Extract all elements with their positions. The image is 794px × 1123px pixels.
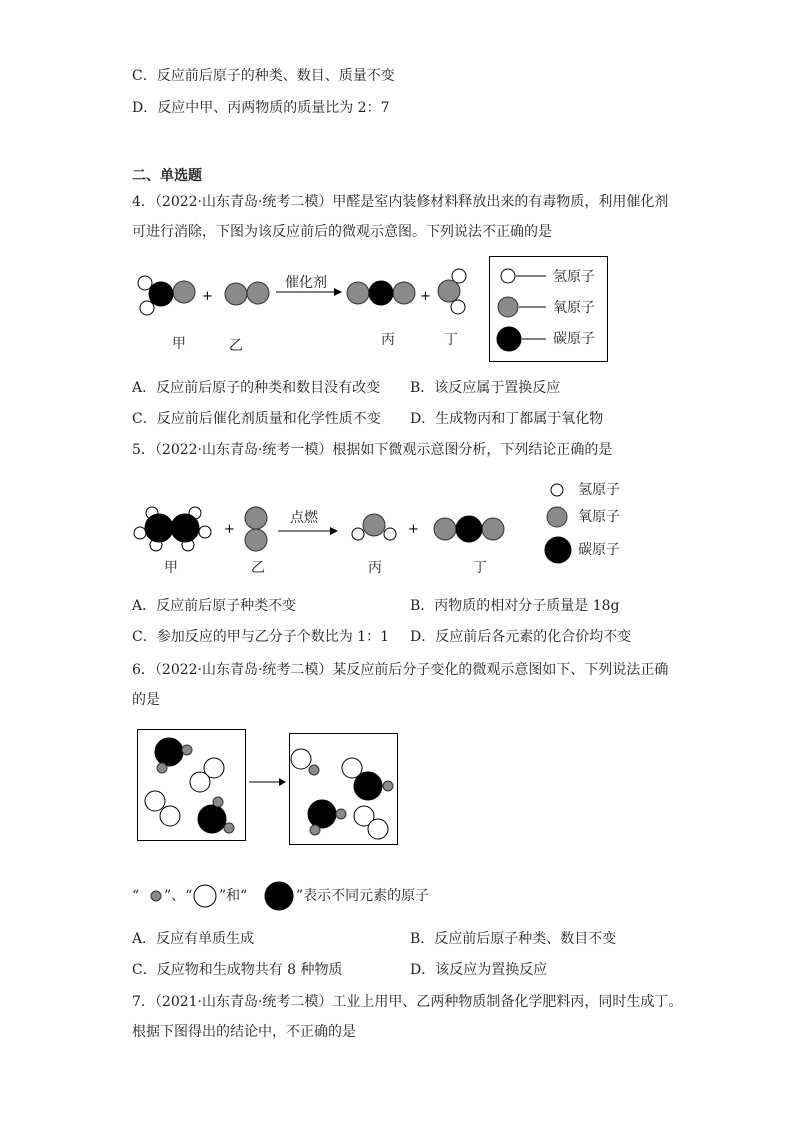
q5-option-d: D．反应前后各元素的化合价均不变 xyxy=(410,629,632,645)
q5-plus-2: + xyxy=(408,522,419,537)
q4-legend-oxygen: 氧原子 xyxy=(553,300,595,316)
q6-legend-sep-1: ”、“ xyxy=(164,888,193,904)
q5-option-a: A．反应前后原子种类不变 xyxy=(132,598,297,614)
q6-stem-line1: 6．（2022·山东青岛·统考二模）某反应前后分子变化的微观示意图如下、下列说法正确 xyxy=(132,662,669,678)
q5-label-bing: 丙 xyxy=(368,560,382,576)
q6-legend-quote-open: “ xyxy=(132,888,140,904)
q5-legend-oxygen: 氧原子 xyxy=(578,509,620,525)
q4-option-a: A．反应前后原子的种类和数目没有改变 xyxy=(132,380,381,396)
q5-legend-carbon: 碳原子 xyxy=(578,542,620,558)
q3-option-d: D．反应中甲、丙两物质的质量比为 2：7 xyxy=(132,100,390,116)
q6-legend-sep-2: ”和“ xyxy=(219,888,248,904)
q7-stem-line1: 7．（2021·山东青岛·统考二模）工业上用甲、乙两种物质制备化学肥料丙，同时生成丁。 xyxy=(132,994,683,1010)
q3-option-c: C．反应前后原子的种类、数目、质量不变 xyxy=(132,68,395,84)
q4-stem-line2: 可进行消除，下图为该反应前后的微观示意图。下列说法不正确的是 xyxy=(132,224,552,240)
q4-label-yi: 乙 xyxy=(229,338,243,354)
q5-plus-1: + xyxy=(224,522,235,537)
q6-option-b: B．反应前后原子种类、数目不变 xyxy=(410,931,617,947)
q6-option-c: C．反应物和生成物共有 8 种物质 xyxy=(132,962,343,978)
q4-option-d: D．生成物丙和丁都属于氧化物 xyxy=(410,411,604,427)
q4-legend-hydrogen: 氢原子 xyxy=(553,269,595,285)
q4-label-ding: 丁 xyxy=(444,332,458,348)
q6-before-particles xyxy=(145,738,234,833)
q4-option-c: C．反应前后催化剂质量和化学性质不变 xyxy=(132,411,381,427)
q6-after-particles xyxy=(291,749,393,839)
q6-arrow xyxy=(249,778,286,786)
q4-label-bing: 丙 xyxy=(381,332,395,348)
q5-arrow-label: 点燃 xyxy=(290,510,318,526)
q7-stem-line2: 根据下图得出的结论中，不正确的是 xyxy=(132,1024,356,1040)
q5-option-b: B．丙物质的相对分子质量是 18g xyxy=(410,598,620,614)
q5-label-ding: 丁 xyxy=(473,560,487,576)
q4-stem-line1: 4．（2022·山东青岛·统考二模）甲醛是室内装修材料释放出来的有毒物质，利用催化剂 xyxy=(132,194,669,210)
q4-plus-1: + xyxy=(202,289,213,304)
q6-stem-line2: 的是 xyxy=(132,692,160,708)
q6-option-d: D．该反应为置换反应 xyxy=(410,962,548,978)
q5-label-yi: 乙 xyxy=(251,560,265,576)
q5-option-c: C．参加反应的甲与乙分子个数比为 1：1 xyxy=(132,629,389,645)
q4-legend-carbon: 碳原子 xyxy=(553,331,595,347)
q4-label-jia: 甲 xyxy=(172,336,186,352)
q5-legend-hydrogen: 氢原子 xyxy=(578,482,620,498)
q4-option-b: B．该反应属于置换反应 xyxy=(410,380,561,396)
q6-legend-tail: ”表示不同元素的原子 xyxy=(296,888,430,904)
q6-option-a: A．反应有单质生成 xyxy=(132,931,255,947)
q5-label-jia: 甲 xyxy=(164,560,178,576)
section-title: 二、单选题 xyxy=(132,168,202,184)
q5-stem: 5．（2022·山东青岛·统考一模）根据如下微观示意图分析，下列结论正确的是 xyxy=(132,442,613,458)
q4-plus-2: + xyxy=(420,289,431,304)
q4-arrow-label: 催化剂 xyxy=(285,275,327,291)
